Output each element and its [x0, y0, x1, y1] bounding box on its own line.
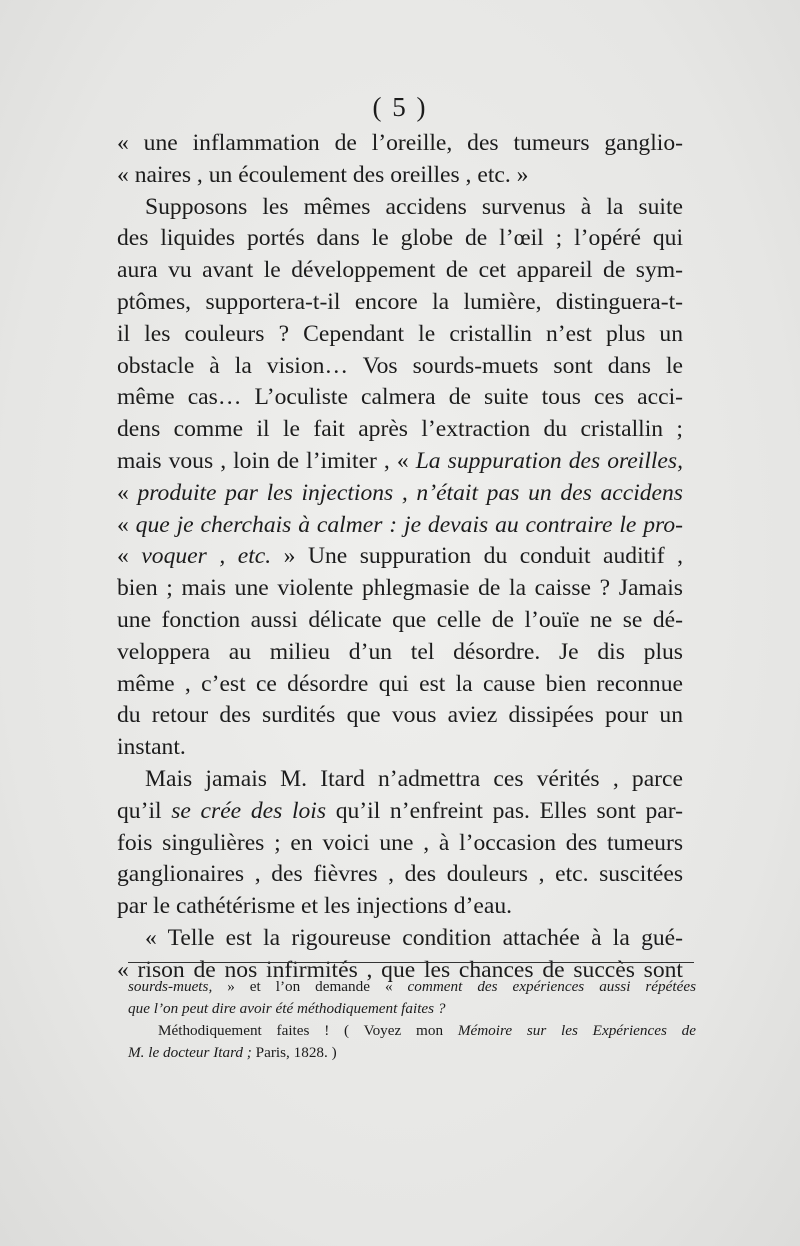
text-line: des liquides portés dans le globe de l’œil ; l’opéré qui [117, 225, 683, 252]
text-line: fois singulières ; en voici une , à l’occasion des tumeurs [117, 829, 683, 856]
text-line: Supposons les mêmes accidens survenus à la suite [145, 193, 683, 220]
text-line: ganglionaires , des fièvres , des douleurs , etc. suscitées [117, 861, 683, 888]
text-line: aura vu avant le développement de cet appareil de sym- [117, 257, 683, 284]
footnote-line: sourds-muets, » et l’on demande « comment des expériences aussi répétées [128, 978, 696, 995]
text-line: instant. [117, 734, 186, 761]
text-line: mais vous , loin de l’imiter , « La suppuration des oreilles, [117, 447, 683, 474]
footnote-separator [128, 962, 694, 963]
text-line: du retour des surdités que vous aviez dissipées pour un [117, 702, 683, 729]
footnote-line: que l’on peut dire avoir été méthodiquement faites ? [128, 1000, 446, 1017]
text-line: par le cathétérisme et les injections d’eau. [117, 893, 513, 920]
footnote-line: Méthodiquement faites ! ( Voyez mon Mémoire sur les Expériences de [158, 1022, 696, 1039]
text-line: « Telle est la rigoureuse condition attachée à la gué- [145, 924, 683, 951]
page-number: ( 5 ) [372, 92, 428, 122]
text-line: Mais jamais M. Itard n’admettra ces vérités , parce [145, 765, 683, 792]
text-line: « rison de nos infirmités , que les chances de succès sont [117, 956, 683, 983]
text-line: bien ; mais une violente phlegmasie de la caisse ? Jamais [117, 575, 683, 602]
text-line: « voquer , etc. » Une suppuration du conduit auditif , [117, 543, 684, 570]
text-line: dens comme il le fait après l’extraction du cristallin ; [117, 416, 683, 443]
text-line: ptômes, supportera-t-il encore la lumière, distinguera-t- [117, 288, 683, 315]
text-line: même cas… L’oculiste calmera de suite tous ces acci- [117, 384, 683, 411]
text-line: obstacle à la vision… Vos sourds-muets sont dans le [117, 352, 683, 379]
footnote [128, 976, 696, 1064]
text-line: qu’il se crée des lois qu’il n’enfreint pas. Elles sont par- [117, 797, 683, 824]
main-text [117, 128, 683, 987]
text-line: veloppera au milieu d’un tel désordre. Je dis plus [117, 638, 683, 665]
text-line: même , c’est ce désordre qui est la cause bien reconnue [117, 670, 683, 697]
text-line: « que je cherchais à calmer : je devais au contraire le pro- [117, 511, 683, 538]
text-line: « naires , un écoulement des oreilles , etc. » [117, 161, 529, 188]
footnote-line: M. le docteur Itard ; Paris, 1828. ) [128, 1044, 337, 1061]
text-line: « une inflammation de l’oreille, des tumeurs ganglio- [117, 130, 683, 156]
text-line: « produite par les injections , n’était pas un des accidens [117, 479, 683, 506]
text-line: il les couleurs ? Cependant le cristallin n’est plus un [117, 320, 683, 347]
text-line: une fonction aussi délicate que celle de l’ouïe ne se dé- [117, 606, 683, 633]
